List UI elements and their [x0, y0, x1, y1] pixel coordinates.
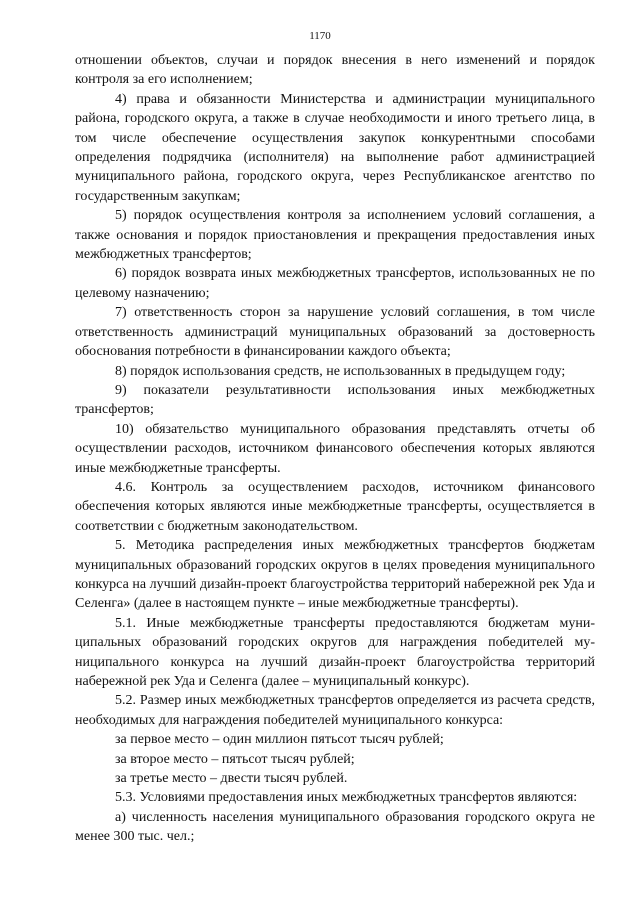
prize-first-place: за первое место – один миллион пятьсот тысяч рублей;	[115, 732, 444, 748]
paragraph-condition-a: а) численность населения муниципального образования городского округа не менее 300 тыс. чел.;	[75, 809, 595, 845]
paragraph-item-9: 9) показатели результативности использования иных межбюджетных трансфертов;	[75, 382, 595, 418]
paragraph-continuation: отношении объектов, случаи и порядок внесения в него изменений и порядок контроля за его исполнением;	[75, 53, 595, 88]
paragraph-item-5: 5) порядок осуществления контроля за исполнением условий соглашения, а также основания и порядок приостановления и прекращения предоставления иных межбюджетных трансфертов;	[75, 208, 595, 263]
paragraph-item-6: 6) порядок возврата иных межбюджетных трансфертов, использованных не по целевому назначению;	[75, 266, 595, 301]
page-number: 1170	[309, 30, 331, 42]
paragraph-5: 5. Методика распределения иных межбюджетных трансфертов бюджетам муниципальных образований городских округов в целях проведения муниципального конкурса на лучший дизайн-проект благоустройства территорий набережной рек Уда и Селенга» (далее в настоящем пункте – иные межбюджетные трансферты).	[75, 538, 595, 612]
prize-third-place: за третье место – двести тысяч рублей.	[115, 771, 348, 787]
paragraph-item-7: 7) ответственность сторон за нарушение условий соглашения, в том числе ответственность администраций муниципальных образований за достоверность обоснования потребности в финансировании каждого объекта;	[75, 305, 595, 360]
paragraph-item-8: 8) порядок использования средств, не использованных в предыдущем году;	[115, 363, 566, 379]
paragraph-4-6: 4.6. Контроль за осуществлением расходов, источником финансового обеспечения которых являются иные межбюджетные трансферты, осуществляется в соответствии с бюджетным законодательством.	[75, 479, 595, 534]
prize-second-place: за второе место – пятьсот тысяч рублей;	[115, 751, 355, 767]
document-body	[75, 51, 595, 847]
paragraph-item-10: 10) обязательство муниципального образования представлять отчеты об осуществлении расходов, источником финансового обеспечения которых являются иные межбюджетные трансферты.	[75, 421, 595, 476]
paragraph-item-4: 4) права и обязанности Министерства и администрации муниципального района, городского округа, а также в случае необходимости и иного третьего лица, в том числе обеспечение осуществления закупок конкурентными способами определения подрядчика (исполнителя) на выполнение работ администрацией муниципального района, городского округа, через Республиканское агентство по государственным закупкам;	[75, 91, 595, 204]
paragraph-5-1: 5.1. Иные межбюджетные трансферты предоставляются бюджетам муниципальных образований городских округов для награждения победителей муниципального конкурса на лучший дизайн-проект благоустройства территорий набережной рек Уда и Селенга (далее – муниципальный конкурс).	[75, 615, 595, 689]
paragraph-5-3: 5.3. Условиями предоставления иных межбюджетных трансфертов являются:	[115, 790, 578, 806]
paragraph-5-2: 5.2. Размер иных межбюджетных трансфертов определяется из расчета средств, необходимых для награждения победителей муниципального конкурса:	[75, 693, 595, 728]
